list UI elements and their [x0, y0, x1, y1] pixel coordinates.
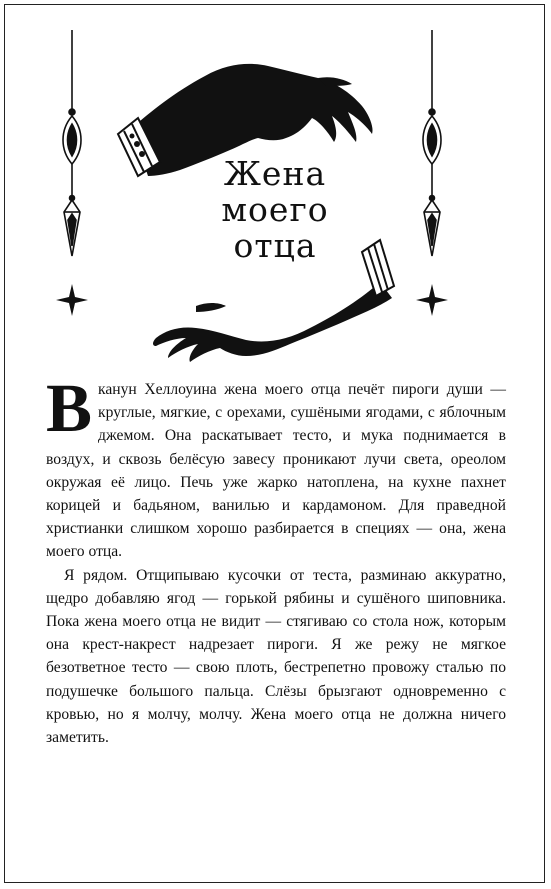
chapter-body [46, 370, 506, 749]
paragraph-1-text: канун Хеллоуина жена моего отца печёт пироги души — круглые, мягкие, с орехами, сушёными ягодами, с яблочным джемом. Она раскатывает тесто, и мука поднимается в воздух, и сквозь белёсую завесу проникают лучи света, ореолом окружая её лицо. Печь уже жарко натоплена, на кухне пахнет корицей и бадьяном, ванилью и кардамоном. Для праведной христианки слишком хорошо разбирается в специях — она, жена моего отца. [46, 381, 506, 561]
chapter-title [175, 156, 375, 264]
chapter-title-line-2: моего [221, 190, 329, 229]
left-sparkle-icon [56, 284, 88, 316]
left-pendant-icon [63, 30, 81, 256]
right-sparkle-icon [416, 284, 448, 316]
chapter-title-line-3: отца [233, 226, 317, 265]
chapter-title-line-1: Жена [223, 154, 327, 193]
paragraph-2: Я рядом. Отщипываю кусочки от теста, разминаю аккуратно, щедро добавляю ягод — горькой рябины и сушёного шиповника. Пока жена моего отца не видит — стягиваю со стола нож, которым она крест-накрест надрезает пироги. Я же режу не мягкое безответное тесто — свою плоть, бестрепетно провожу сталью по подушечке большого пальца. Слёзы брызгают одновременно с кровью, но я молчу, молчу. Жена моего отца не должна ничего заметить. [46, 566, 506, 747]
drop-cap: В [46, 370, 93, 446]
paragraph-1 [46, 370, 506, 564]
right-pendant-icon [423, 30, 441, 256]
